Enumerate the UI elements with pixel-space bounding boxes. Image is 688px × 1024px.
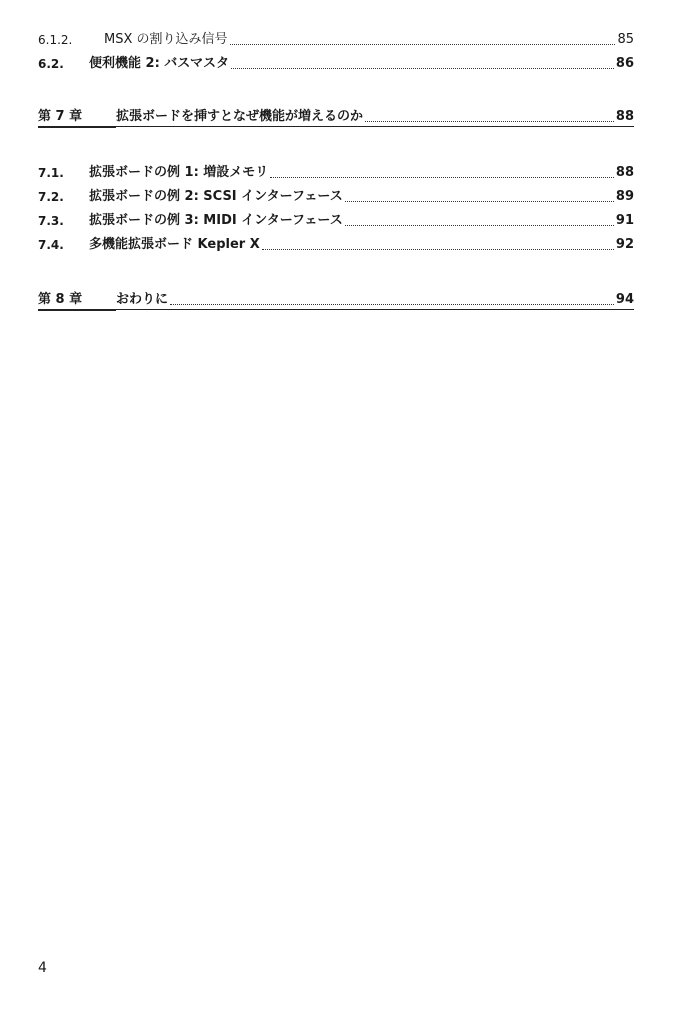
chapter-page: 94 [615,292,634,307]
dot-leader [262,249,614,250]
toc-entry-number: 7.1. [38,166,64,180]
toc-entry-page: 86 [615,56,634,71]
toc-chapter-7[interactable] [38,100,634,127]
table-of-contents [38,24,634,310]
toc-entry-number: 6.1.2. [38,33,73,47]
toc-entry[interactable] [38,229,634,253]
dot-leader [270,177,614,178]
dot-leader [170,304,614,305]
toc-entry[interactable] [38,157,634,181]
dot-leader [365,121,614,122]
dot-leader [345,225,614,226]
toc-entry-title: 便利機能 2: バスマスタ [89,56,230,71]
toc-entry-title: 拡張ボードの例 3: MIDI インターフェース [89,213,343,228]
toc-entry-page: 89 [615,189,634,204]
chapter-title: おわりに [116,292,169,307]
toc-entry-title: 拡張ボードの例 1: 増設メモリ [89,165,269,180]
chapter-page: 88 [615,109,634,124]
page-number: 4 [38,960,47,976]
toc-chapter-8[interactable] [38,283,634,310]
dot-leader [231,68,614,69]
dot-leader [345,201,614,202]
toc-entry-page: 91 [615,213,634,228]
toc-entry-number: 7.2. [38,190,64,204]
toc-entry-title: 拡張ボードの例 2: SCSI インターフェース [89,189,343,204]
toc-entry[interactable] [38,205,634,229]
toc-entry-page: 88 [615,165,634,180]
chapter-title: 拡張ボードを挿すとなぜ機能が増えるのか [116,109,364,124]
chapter-number: 第 7 章 [38,109,116,128]
toc-entry-page: 85 [617,32,634,47]
dot-leader [230,44,616,45]
toc-entry-title: 多機能拡張ボード Kepler X [89,237,260,252]
toc-entry-number: 6.2. [38,57,64,71]
toc-entry[interactable] [38,181,634,205]
toc-entry-number: 7.4. [38,238,64,252]
toc-entry[interactable] [38,48,634,72]
toc-entry[interactable] [38,24,634,48]
chapter-number: 第 8 章 [38,292,116,311]
toc-entry-title: MSX の割り込み信号 [104,32,228,47]
toc-entry-page: 92 [615,237,634,252]
toc-entry-number: 7.3. [38,214,64,228]
